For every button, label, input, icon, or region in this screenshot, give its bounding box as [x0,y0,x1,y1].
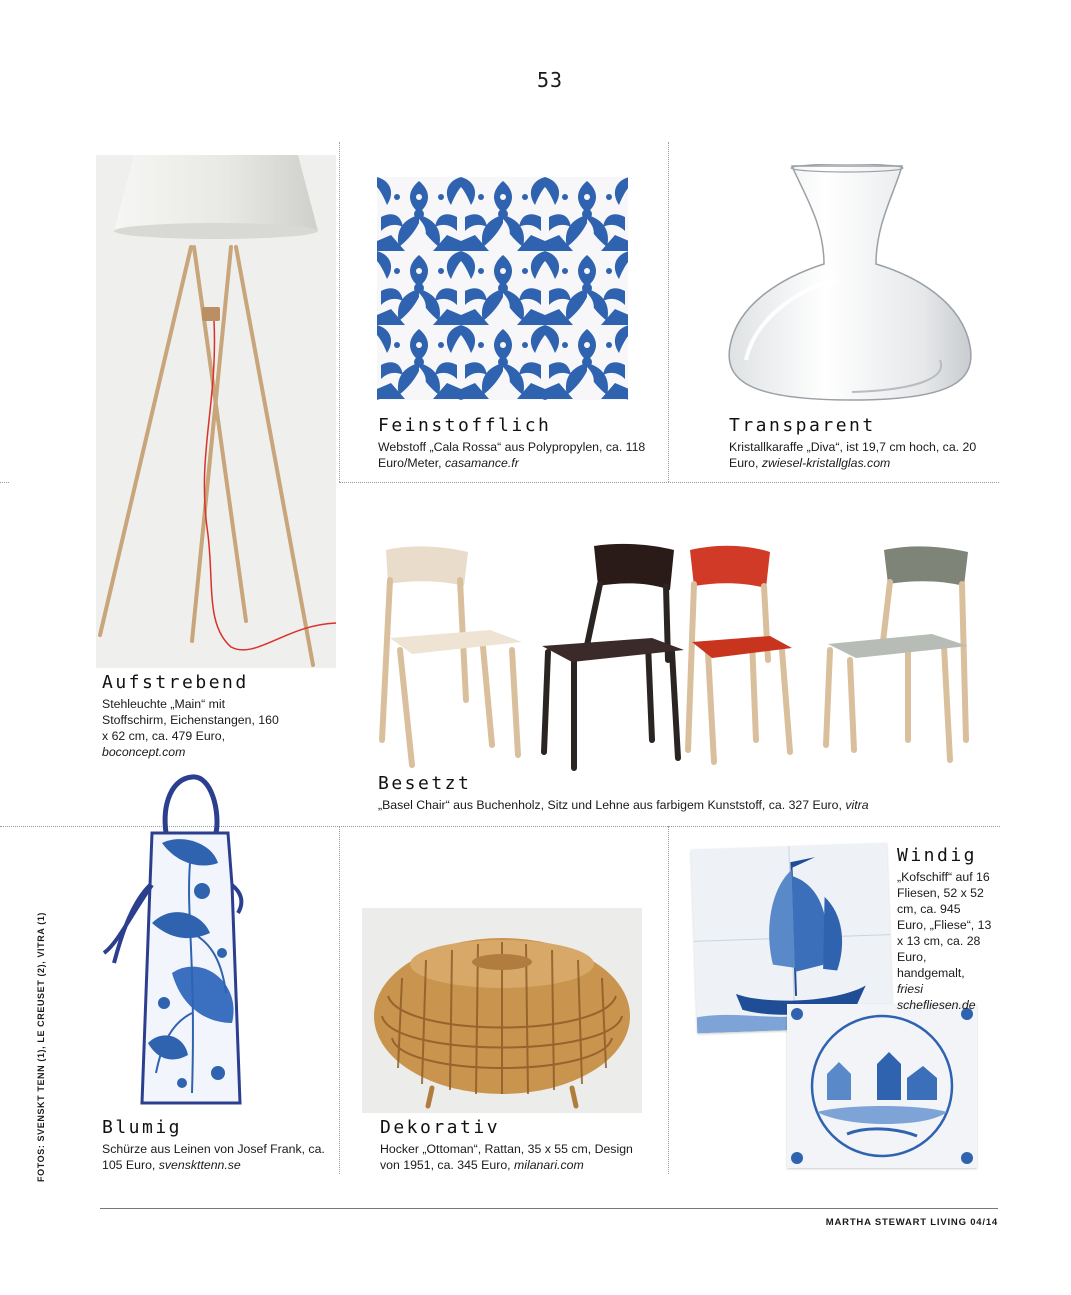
footer-magazine: MARTHA STEWART LIVING 04/14 [825,1217,998,1228]
carafe-illustration [716,164,986,404]
chairs-title: Besetzt [378,773,472,794]
carafe-description: Kristallkaraffe „Diva“, ist 19,7 cm hoch, ca. 20 Euro, zwiesel-kristallglas.com [729,440,977,470]
photo-credits: FOTOS: SVENSKT TENN (1), LE CREUSET (2), VITRA (1) [36,911,46,1182]
fabric-pattern [377,177,628,400]
lamp-title: Aufstrebend [102,672,249,693]
carafe-link[interactable]: zwiesel-kristallglas.com [761,456,891,470]
tiles-title: Windig [897,845,978,866]
tiles-link[interactable]: friesi schefliesen.de [897,982,976,1012]
lamp-description: Stehleuchte „Main“ mit Stoffschirm, Eichenstangen, 160 x 62 cm, ca. 479 Euro, boconcept.com [102,697,279,759]
divider-vertical [339,826,340,1174]
footer-rule [100,1208,998,1209]
lamp-illustration [96,155,336,668]
apron-photo [92,773,332,1113]
ottoman-title: Dekorativ [380,1117,501,1138]
ottoman-description: Hocker „Ottoman“, Rattan, 35 x 55 cm, Design von 1951, ca. 345 Euro, milanari.com [380,1142,633,1172]
single-tile-illustration [787,1004,977,1168]
fabric-title: Feinstofflich [378,415,552,436]
chairs-description: „Basel Chair“ aus Buchenholz, Sitz und Lehne aus farbigem Kunststoff, ca. 327 Euro, vitra [378,798,869,812]
edge-mark [0,482,9,483]
lamp-link[interactable]: boconcept.com [102,745,186,759]
apron-illustration [92,773,332,1113]
page-number: 53 [536,68,564,92]
tiles-description: „Kofschiff“ auf 16 Fliesen, 52 x 52 cm, ca. 945 Euro, „Fliese“, 13 x 13 cm, ca. 28 Euro, handgemalt, friesi schefliesen.de [897,870,992,1012]
fabric-description: Webstoff „Cala Rossa“ aus Polypropylen, ca. 118 Euro/Meter, casamance.fr [378,440,646,470]
divider-vertical [668,826,669,1174]
fabric-link[interactable]: casamance.fr [444,456,519,470]
fabric-photo [377,177,628,400]
single-tile-photo [787,1004,977,1168]
divider-vertical [668,142,669,482]
carafe-title: Transparent [729,415,876,436]
ottoman-link[interactable]: milanari.com [514,1158,584,1172]
ottoman-photo [362,908,642,1113]
divider-horizontal [339,482,999,483]
apron-link[interactable]: svenskttenn.se [158,1158,241,1172]
chairs-link[interactable]: vitra [845,798,869,812]
lamp-photo [96,155,336,668]
apron-title: Blumig [102,1117,183,1138]
chairs-illustration [372,540,982,775]
chairs-photo [372,540,982,775]
carafe-photo [716,164,986,404]
apron-description: Schürze aus Leinen von Josef Frank, ca. 105 Euro, svenskttenn.se [102,1142,325,1172]
ottoman-illustration [362,908,642,1113]
divider-vertical [339,142,340,482]
